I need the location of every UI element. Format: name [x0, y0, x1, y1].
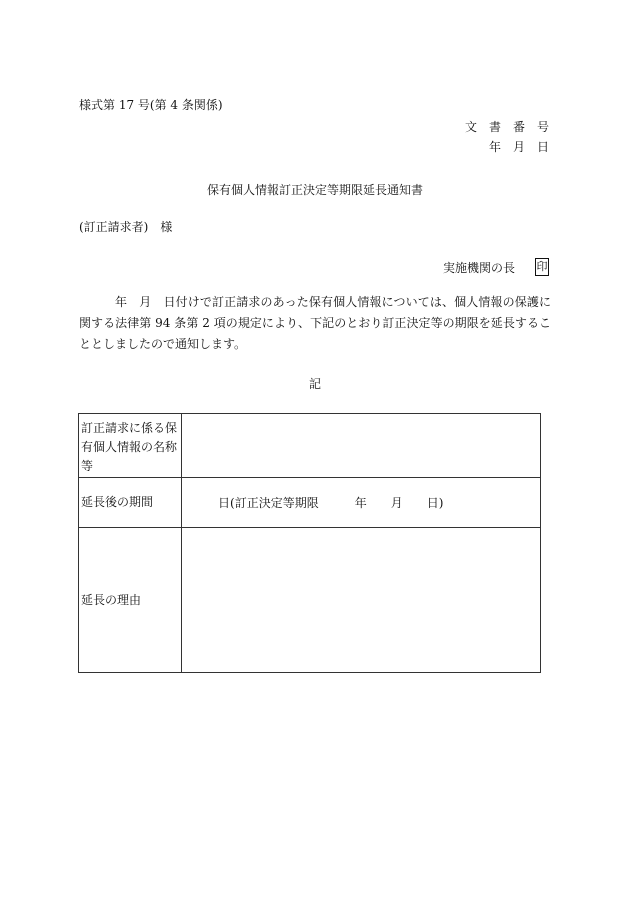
document-title: 保有個人情報訂正決定等期限延長通知書: [206, 183, 423, 197]
row-value-info-name: [182, 414, 541, 478]
addressee: (訂正請求者) 様: [79, 220, 173, 234]
document-number-label: 文 書 番 号: [464, 120, 549, 134]
sender-name: 実施機関の長: [442, 260, 515, 275]
row-value-reason: [182, 528, 541, 673]
period-days: 日: [218, 496, 231, 510]
row-label-reason: 延長の理由: [79, 528, 182, 673]
row-label-extended-period: 延長後の期間: [79, 478, 182, 528]
row-value-extended-period: [182, 478, 541, 528]
sender-line: [443, 258, 549, 276]
period-month: 月: [390, 496, 403, 510]
ki-heading: 記: [308, 377, 321, 391]
body-text: 年 月 日付けで訂正請求のあった保有個人情報については、個人情報の保護に関する法律第 94 条第 2 項の規定により、下記のとおり訂正決定等の期限を延長することとしましたので通知します。: [79, 295, 551, 351]
period-text: [182, 494, 540, 511]
date-line: 年 月 日: [488, 140, 549, 154]
seal-mark: 印: [535, 258, 549, 276]
details-table: [78, 413, 541, 673]
row-label-info-name: 訂正請求に係る保有個人情報の名称等: [79, 414, 182, 478]
period-deadline-prefix: (訂正決定等期限: [230, 496, 319, 510]
period-day-close: 日): [426, 496, 444, 510]
table-row: [79, 528, 541, 673]
period-year: 年: [354, 496, 367, 510]
form-number: 様式第 17 号(第 4 条関係): [79, 98, 223, 112]
table-row: [79, 414, 541, 478]
table-row: [79, 478, 541, 528]
